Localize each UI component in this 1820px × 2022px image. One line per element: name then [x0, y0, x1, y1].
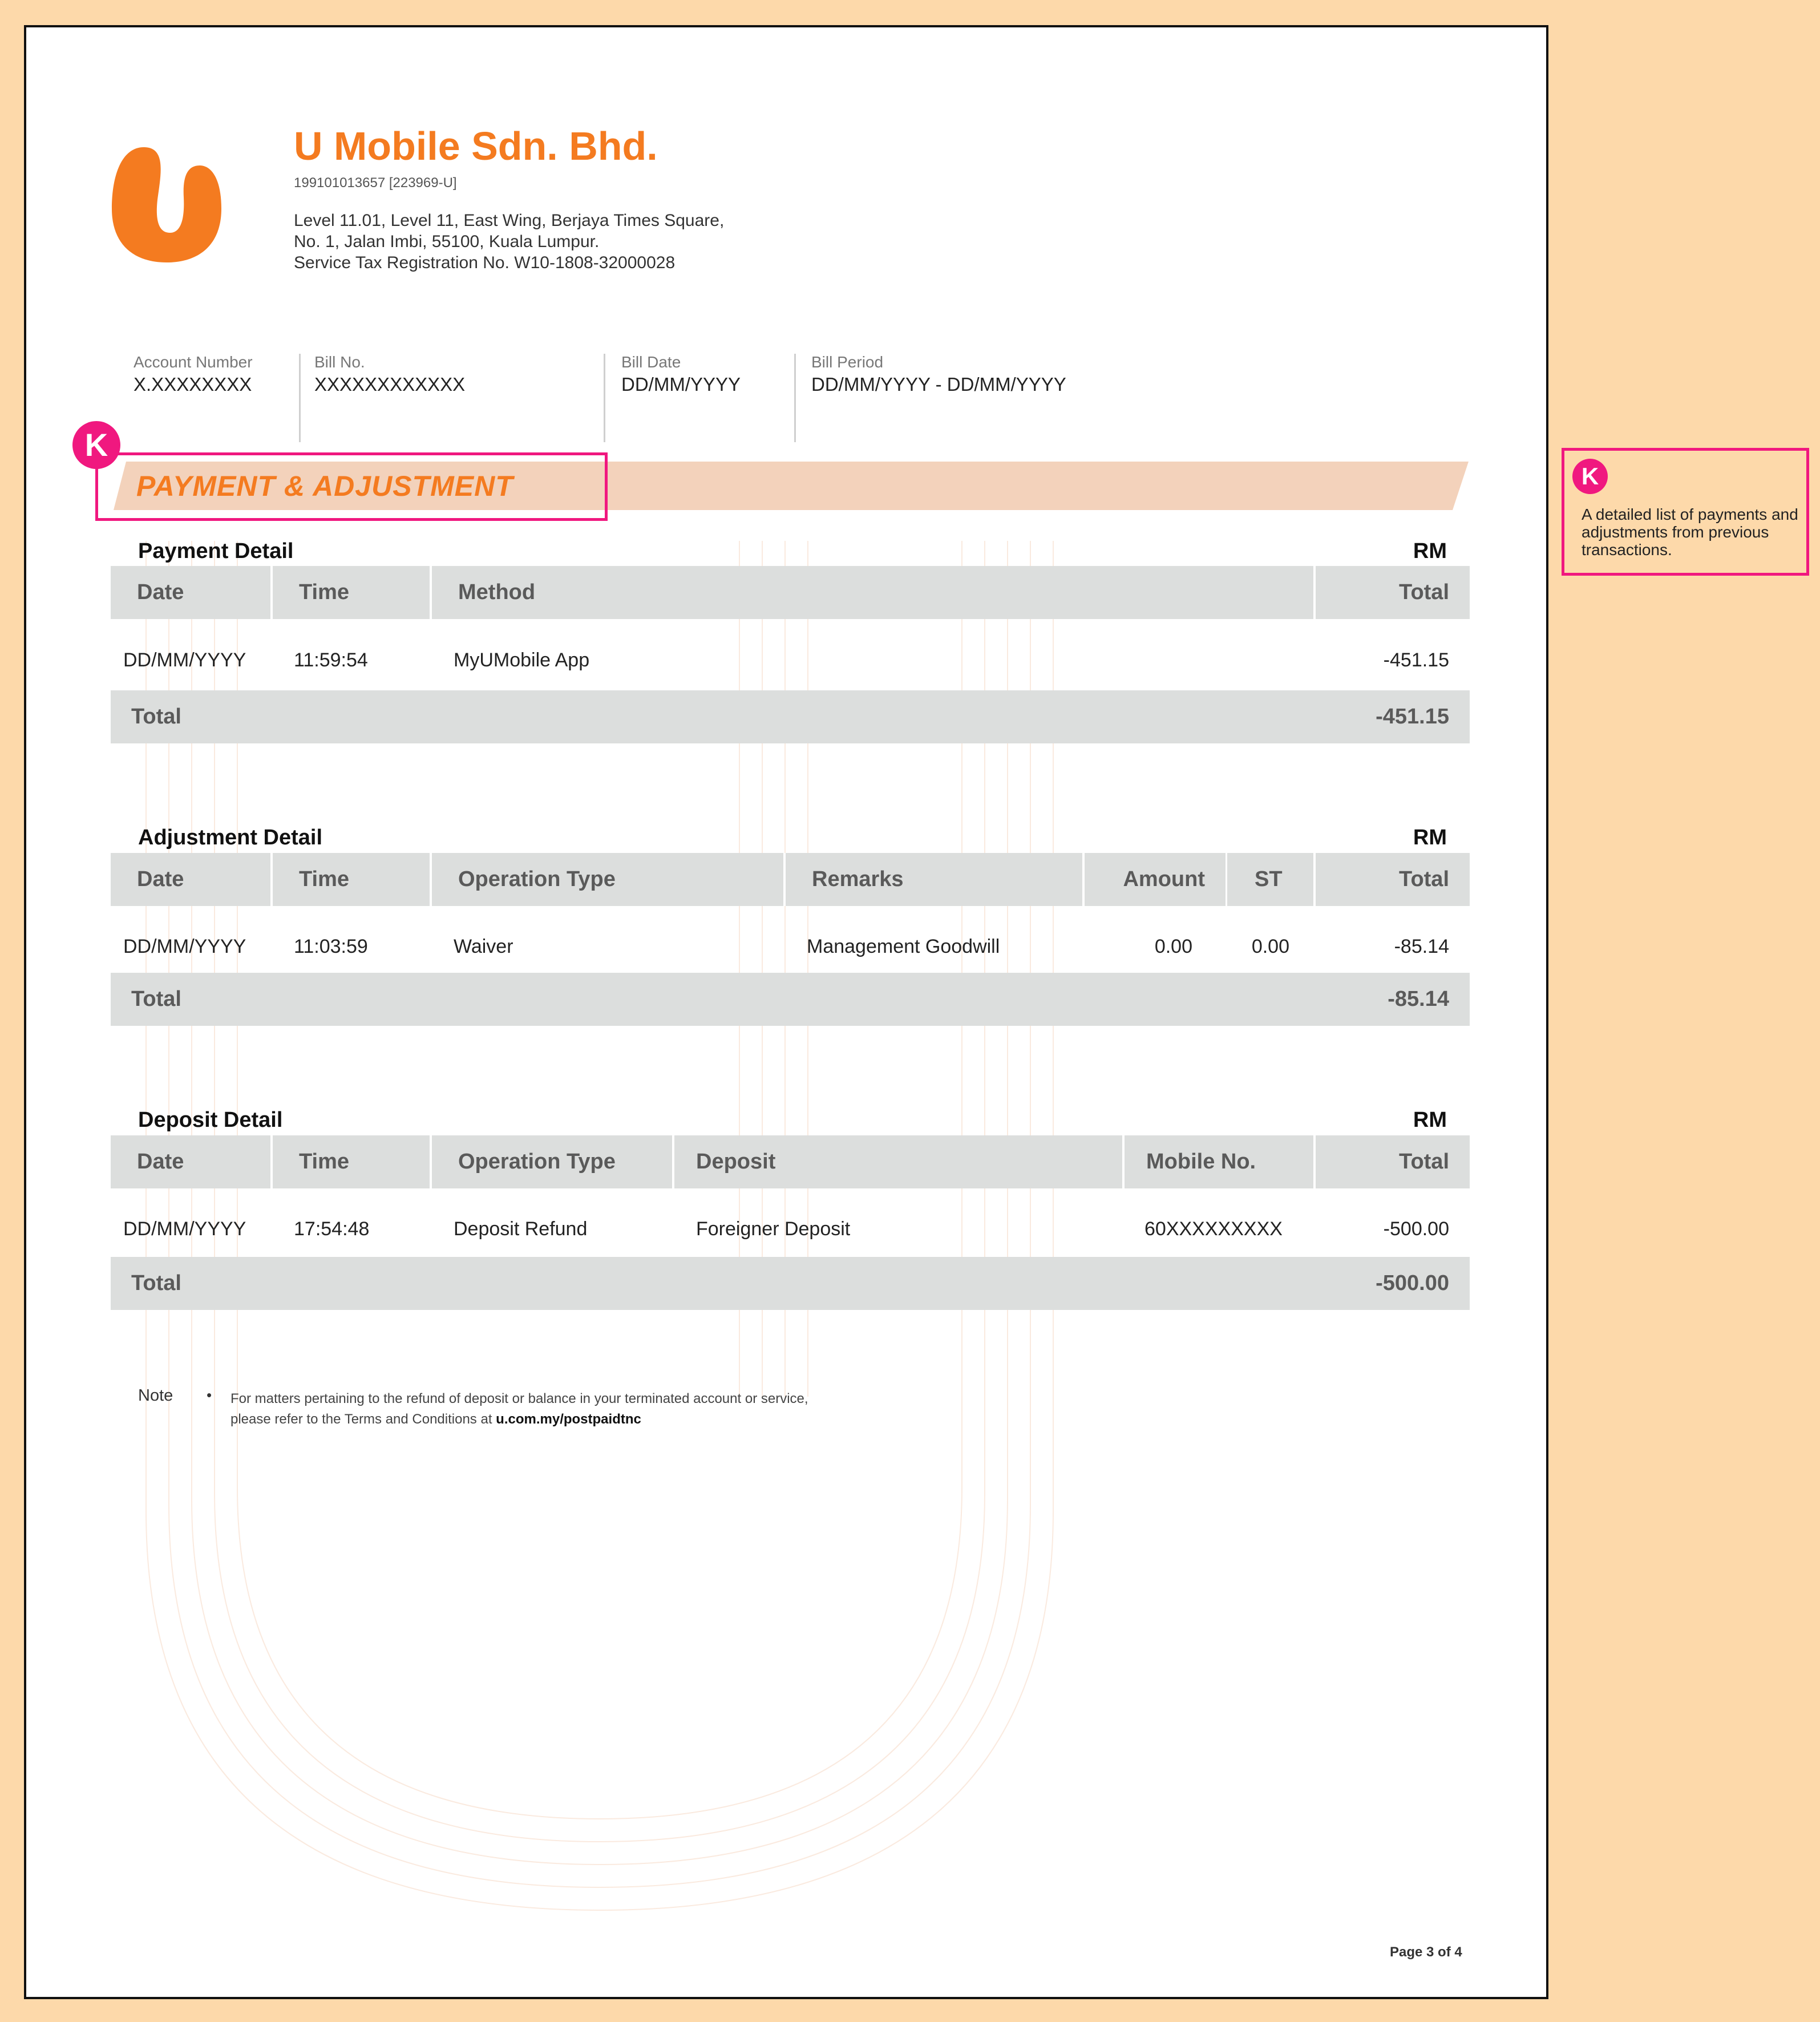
bill-period-value: DD/MM/YYYY - DD/MM/YYYY	[811, 374, 1066, 395]
col-time: Time	[270, 566, 430, 619]
payment-total-row	[111, 690, 1470, 743]
bill-date-value: DD/MM/YYYY	[621, 374, 741, 395]
cell-operation-type: Waiver	[454, 936, 513, 957]
col-method: Method	[430, 566, 1313, 619]
cell-total: -451.15	[1383, 649, 1449, 671]
deposit-total-row	[111, 1257, 1470, 1310]
bullet-icon: •	[207, 1386, 212, 1404]
note-text	[230, 1389, 808, 1430]
cell-time: 11:03:59	[294, 936, 368, 957]
annotation-highlight-box	[95, 452, 608, 521]
note-line-2	[230, 1409, 808, 1430]
divider	[299, 354, 301, 442]
adjustment-currency-label: RM	[1413, 826, 1447, 850]
divider	[794, 354, 796, 442]
annotation-marker-k: K	[1572, 459, 1608, 494]
cell-remarks: Management Goodwill	[807, 936, 1000, 957]
col-amount: Amount	[1082, 853, 1226, 906]
adjustment-table-header	[111, 853, 1470, 906]
annotation-marker-k: K	[72, 421, 120, 469]
col-date: Date	[137, 867, 184, 891]
cell-mobile-no: 60XXXXXXXXX	[1144, 1218, 1283, 1240]
bill-page	[24, 25, 1548, 1999]
cell-total: -85.14	[1394, 936, 1449, 957]
total-label: Total	[131, 1271, 181, 1295]
bill-period-label: Bill Period	[811, 353, 884, 371]
col-total: Total	[1313, 566, 1470, 619]
total-value: -85.14	[1388, 987, 1449, 1011]
address-line: No. 1, Jalan Imbi, 55100, Kuala Lumpur.	[294, 232, 600, 251]
cell-date: DD/MM/YYYY	[123, 649, 246, 671]
col-deposit: Deposit	[672, 1135, 1122, 1188]
col-st: ST	[1226, 853, 1313, 906]
deposit-detail-title: Deposit Detail	[138, 1108, 283, 1132]
note-line-2-prefix: please refer to the Terms and Conditions at	[230, 1412, 496, 1427]
cell-operation-type: Deposit Refund	[454, 1218, 588, 1240]
cell-amount: 0.00	[1154, 936, 1192, 957]
bill-date-label: Bill Date	[621, 353, 681, 371]
total-label: Total	[131, 987, 181, 1011]
cell-time: 11:59:54	[294, 649, 368, 671]
page-number: Page 3 of 4	[1390, 1944, 1462, 1960]
cell-method: MyUMobile App	[454, 649, 590, 671]
adjustment-total-row	[111, 973, 1470, 1026]
payment-currency-label: RM	[1413, 539, 1447, 563]
adjustment-detail-title: Adjustment Detail	[138, 826, 323, 850]
col-mobile-no: Mobile No.	[1122, 1135, 1313, 1188]
col-date: Date	[137, 580, 184, 604]
divider	[604, 354, 605, 442]
col-operation-type: Operation Type	[430, 853, 783, 906]
terms-link[interactable]: u.com.my/postpaidtnc	[496, 1412, 641, 1427]
cell-st: 0.00	[1251, 936, 1289, 957]
payment-table-header	[111, 566, 1470, 619]
u-mobile-logo-icon	[110, 140, 224, 265]
u-watermark-icon	[100, 541, 1099, 1939]
bill-no-label: Bill No.	[314, 353, 365, 371]
address-line: Level 11.01, Level 11, East Wing, Berjaya Times Square,	[294, 211, 725, 230]
total-label: Total	[131, 705, 181, 729]
col-operation-type: Operation Type	[430, 1135, 672, 1188]
cell-date: DD/MM/YYYY	[123, 936, 246, 957]
company-registration: 199101013657 [223969-U]	[294, 175, 457, 191]
cell-date: DD/MM/YYYY	[123, 1218, 246, 1240]
account-number-value: X.XXXXXXXX	[134, 374, 252, 395]
note-line-1: For matters pertaining to the refund of deposit or balance in your terminated account or service,	[230, 1391, 808, 1406]
annotation-callout	[1562, 448, 1809, 576]
total-value: -451.15	[1376, 705, 1449, 729]
bill-no-value: XXXXXXXXXXXX	[314, 374, 466, 395]
account-number-label: Account Number	[134, 353, 253, 371]
cell-total: -500.00	[1383, 1218, 1449, 1240]
col-remarks: Remarks	[783, 853, 1082, 906]
cell-time: 17:54:48	[294, 1218, 370, 1240]
company-name: U Mobile Sdn. Bhd.	[294, 124, 658, 168]
section-title: PAYMENT & ADJUSTMENT	[136, 470, 513, 502]
col-time: Time	[270, 1135, 430, 1188]
service-tax-line: Service Tax Registration No. W10-1808-32000028	[294, 253, 676, 272]
deposit-table-header	[111, 1135, 1470, 1188]
payment-detail-title: Payment Detail	[138, 539, 294, 563]
col-total: Total	[1313, 853, 1470, 906]
note-label: Note	[138, 1386, 173, 1405]
annotation-text: A detailed list of payments and adjustments from previous transactions.	[1582, 506, 1798, 559]
deposit-currency-label: RM	[1413, 1108, 1447, 1132]
col-time: Time	[270, 853, 430, 906]
cell-deposit: Foreigner Deposit	[696, 1218, 851, 1240]
total-value: -500.00	[1376, 1271, 1449, 1295]
col-date: Date	[137, 1150, 184, 1174]
col-total: Total	[1313, 1135, 1470, 1188]
